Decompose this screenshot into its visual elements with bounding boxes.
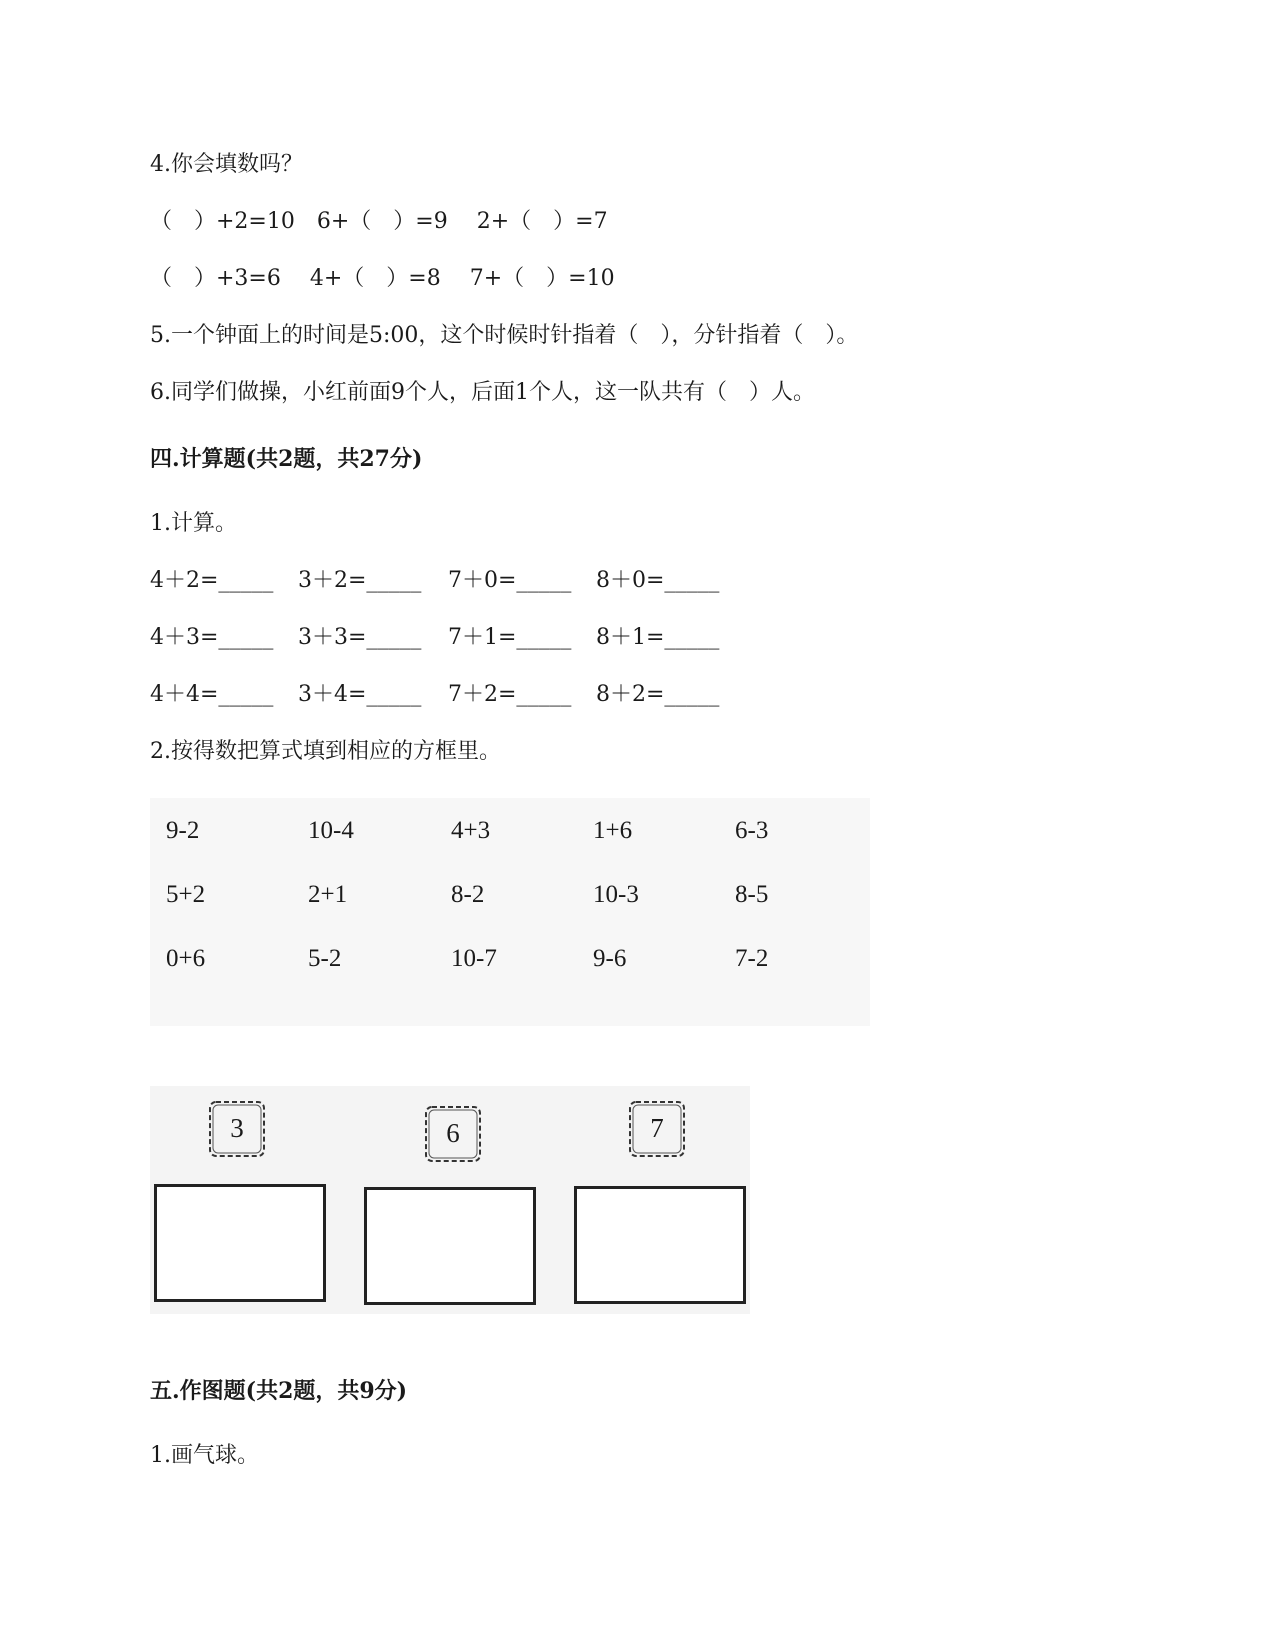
calc-item: 4＋2=_____ xyxy=(150,568,274,593)
badge-number: 7 xyxy=(650,1113,664,1143)
calc-item: 8＋0=_____ xyxy=(596,568,720,593)
calc-item: 3＋2=_____ xyxy=(298,568,422,593)
calc-item: 7＋0=_____ xyxy=(448,568,572,593)
expression: 10-7 xyxy=(451,945,497,972)
q4-row-2: （ ）+3=6 4+（ ）=8 7+（ ）=10 xyxy=(150,266,615,291)
q5-text: 5.一个钟面上的时间是5:00，这个时候时针指着（ ），分针指着（ ）。 xyxy=(150,323,859,348)
calc-item: 7＋2=_____ xyxy=(448,682,572,707)
expression: 8-2 xyxy=(451,881,485,908)
expression: 2+1 xyxy=(308,881,348,908)
expression: 7-2 xyxy=(735,945,769,972)
q6-text: 6.同学们做操，小红前面9个人，后面1个人，这一队共有（ ）人。 xyxy=(150,380,815,405)
number-badge xyxy=(420,1101,486,1167)
q4-title: 4.你会填数吗？ xyxy=(150,152,303,177)
expression: 10-3 xyxy=(593,881,639,908)
calc-item: 4＋3=_____ xyxy=(150,625,274,650)
expression: 0+6 xyxy=(166,945,206,972)
expression: 8-5 xyxy=(735,881,769,908)
expression: 5-2 xyxy=(308,945,342,972)
expression: 6-3 xyxy=(735,817,769,844)
expression: 10-4 xyxy=(308,817,354,844)
expression: 4+3 xyxy=(451,817,491,844)
expression: 9-2 xyxy=(166,817,200,844)
expression-panel xyxy=(150,798,870,1026)
calc-item: 4＋4=_____ xyxy=(150,682,274,707)
expression: 5+2 xyxy=(166,881,206,908)
s4-q1-title: 1.计算。 xyxy=(150,511,237,536)
s5-q1-title: 1.画气球。 xyxy=(150,1443,259,1468)
badge-number: 6 xyxy=(446,1118,460,1148)
calc-item: 7＋1=_____ xyxy=(448,625,572,650)
calc-item: 8＋1=_____ xyxy=(596,625,720,650)
calc-item: 8＋2=_____ xyxy=(596,682,720,707)
number-badge xyxy=(624,1096,690,1162)
calc-item: 3＋4=_____ xyxy=(298,682,422,707)
expression: 9-6 xyxy=(593,945,627,972)
expression: 1+6 xyxy=(593,817,633,844)
badge-number: 3 xyxy=(230,1113,244,1143)
q4-row-1: （ ）+2=10 6+（ ）=9 2+（ ）=7 xyxy=(150,209,608,234)
answer-box[interactable] xyxy=(364,1187,536,1305)
s4-q2-title: 2.按得数把算式填到相应的方框里。 xyxy=(150,739,501,764)
section-4-heading: 四.计算题(共2题，共27分) xyxy=(150,446,423,472)
answer-box[interactable] xyxy=(574,1186,746,1304)
section-5-heading: 五.作图题(共2题，共9分) xyxy=(150,1378,408,1404)
answer-box[interactable] xyxy=(154,1184,326,1302)
answer-box-panel xyxy=(150,1086,750,1314)
calc-item: 3＋3=_____ xyxy=(298,625,422,650)
number-badge xyxy=(204,1096,270,1162)
